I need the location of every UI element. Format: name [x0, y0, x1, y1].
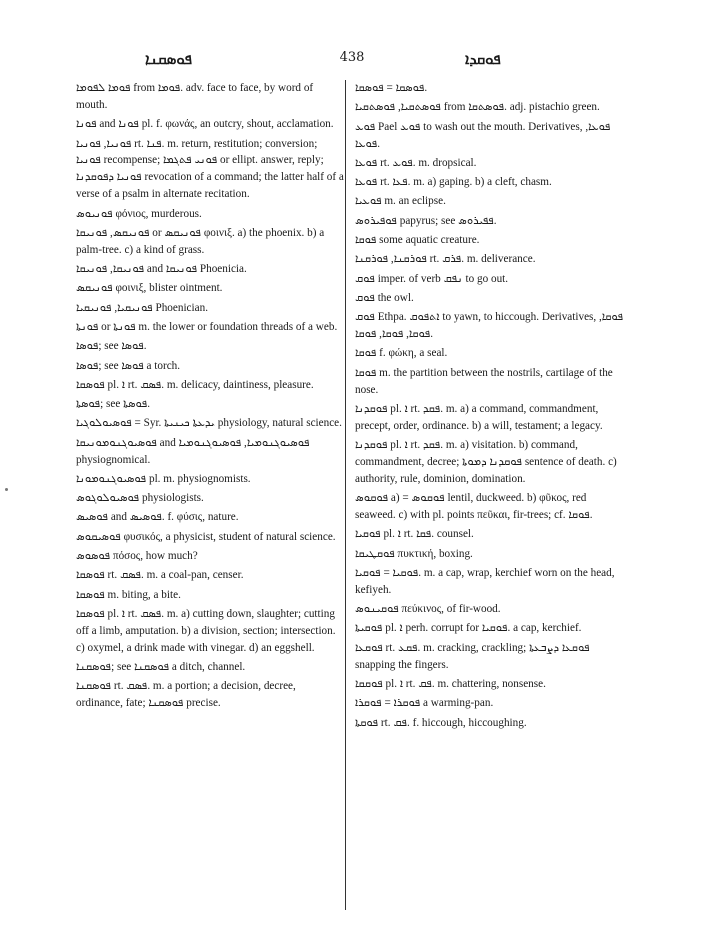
- dictionary-entry: ܦܘܩܐ m. the partition between the nostrils, cartilage of the nose.: [355, 366, 613, 396]
- dictionary-entry: ܦܘܣܝܣ and ܦܘܣܝܣ. f. φύσις, nature.: [76, 511, 239, 524]
- dictionary-entry: ܦܘܢܝܩܣ φοινιξ, blister ointment.: [76, 282, 223, 295]
- dictionary-entry: ܦܘܥܐ rt. ܦܥܐ. m. a) gaping. b) a cleft, chasm.: [355, 176, 552, 189]
- dictionary-entry: ܦܘܣܩܐ rt. ܦܣܩ. m. a coal-pan, censer.: [76, 569, 244, 582]
- dictionary-entry: ܦܘܣܩܐ pl. ܐ rt. ܦܣܩ. m. a) cutting down, slaughter; cutting off a limb, amputation. b) a division, section; intersection. c) oxymel, a drink made with vinegar. d) an eggshell.: [76, 607, 336, 654]
- dictionary-entry: ܦܘܣܝܘܓܢܘܡܘܢܝܩܐ and ܦܘܣܝܘܓܢܘܡܝܐ, ܦܘܣܝܘܓܢܘܡܝܐ physiognomical.: [76, 436, 310, 466]
- dictionary-entry: ܦܘܢܝܩܝܐ, ܦܘܢܝܩܝܐ Phoenician.: [76, 301, 208, 314]
- dictionary-entry: ܦܘܩܥܐ rt. ܦܩܥ. m. cracking, crackling; ܦܘܩܥܐ ܕܨܒܥܬܐ snapping the fingers.: [355, 641, 590, 671]
- dictionary-entry: ܦܘܩܬܐ rt. ܦܩ. f. hiccough, hiccoughing.: [355, 716, 527, 729]
- page-number: 438: [339, 50, 365, 65]
- dictionary-entry: ܦܘܩ imper. of verb ܢܦܩ to go out.: [355, 272, 509, 285]
- right-column: [355, 80, 627, 734]
- dictionary-entry: ܦܘܣܩܢܐ rt. ܦܣܩ. m. a portion; a decision, decree, ordinance, fate; ܦܘܣܩܢܐ precise.: [76, 680, 296, 710]
- left-running-head: ܦܘܣܩܢܐ: [145, 50, 192, 68]
- dictionary-entry: ܦܘܣܬܐ; see ܦܘܣܬܐ.: [76, 398, 151, 411]
- dictionary-entry: ܦܘܩܝܐ pl. ܐ rt. ܦܩܐ. counsel.: [355, 528, 474, 541]
- dictionary-entry: ܦܘܣܩܢܐ; see ܦܘܣܩܢܐ a ditch, channel.: [76, 661, 246, 674]
- page-header: [0, 50, 704, 70]
- dictionary-entry: ܦܘܢܝܘܣ φόνιος, murderous.: [76, 207, 202, 220]
- dictionary-entry: ܦܘܩܐ f. φώκη, a seal.: [355, 347, 448, 360]
- dictionary-entry: ܦܘܡܐ ܠܦܘܡܐ from ܦܘܡܐ. adv. face to face, by word of mouth.: [76, 82, 314, 111]
- dictionary-entry: ܦܘܩܩܐ pl. ܐ rt. ܦܩ. m. chattering, nonsense.: [355, 677, 546, 690]
- dictionary-entry: ܦܘܩ the owl.: [355, 291, 414, 304]
- dictionary-entry: ܦܘܢܬܐ or ܦܘܢܬܐ m. the lower or foundation threads of a web.: [76, 320, 338, 333]
- dictionary-entry: ܦܘܣܝܩܘܣ φυσικός, a physicist, student of natural science.: [76, 530, 336, 543]
- dictionary-entry: ܦܘܩܝܐ = ܦܘܩܝܐ. m. a cap, wrap, kerchief worn on the head, kefiyeh.: [355, 566, 615, 596]
- column-divider: [345, 80, 346, 910]
- dictionary-entry: ܦܘܩܪܐ = ܦܘܩܪܐ a warming-pan.: [355, 697, 494, 710]
- dictionary-entry: ܦܘܣܐ; see ܦܘܣܐ.: [76, 340, 147, 353]
- dictionary-entry: ܦܘܣܐ; see ܦܘܣܐ a torch.: [76, 359, 181, 372]
- dictionary-entry: ܦܘܩܝܢܘܣ πεύκινος, of fir-wood.: [355, 603, 501, 616]
- dictionary-entry: ܦܘܣܩܐ = ܦܘܣܩܐ.: [355, 82, 428, 94]
- dictionary-entry: ܦܘܢܝܩܣ, ܦܘܢܝܩܐ or ܦܘܢܝܩܣ φοινιξ. a) the phoenix. b) a palm-tree. c) a kind of grass.: [76, 226, 325, 256]
- dictionary-entry: ܦܘܣܩܐ m. biting, a bite.: [76, 588, 181, 601]
- dictionary-entry: ܦܘܣܝܘܠܘܓܘܣ physiologists.: [76, 492, 204, 505]
- dictionary-entry: ܦܘܣܝܘܓܢܘܡܘܢܐ pl. m. physiognomists.: [76, 472, 251, 485]
- dictionary-entry: ܦܘܥܐ rt. ܦܘܥ. m. dropsical.: [355, 156, 477, 169]
- dictionary-entry: ܦܘܣܘܣ πόσος, how much?: [76, 550, 198, 563]
- dictionary-entry: ܦܘܥ Pael ܦܘܥ to wash out the mouth. Derivatives, ܦܘܥܐ, ܦܘܥܐ.: [355, 120, 611, 150]
- dictionary-entry: ܦܘܦܝܪܘܣ papyrus; see ܦܦܝܪܘܣ.: [355, 214, 497, 227]
- dictionary-entry: ܦܘܩܝܬܐ pl. ܐ perh. corrupt for ܦܘܩܝܐ. a cap, kerchief.: [355, 622, 582, 635]
- dictionary-entry: ܦܘܢܝܩܐ, ܦܘܢܝܩܐ and ܦܘܢܝܩܐ Phoenicia.: [76, 263, 247, 276]
- dictionary-entry: ܦܘܣܬܩܝܐ, ܦܘܣܬܩܝܐ from ܦܘܣܬܩܐ. adj. pistachio green.: [355, 101, 600, 114]
- dictionary-entry: ܦܘܢܝܐ, ܦܘܢܝܐ rt. ܦܢܐ. m. return, restitution; conversion; ܦܘܢܝܐ recompense; ܦܘܢܝ ܦܬܓܡܐ or ellipt. answer, reply; ܦܘܢܝܐ ܕܦܘܩܕܢܐ revocation of a command; the latter half of a verse of a psalm in alternate recitation.: [76, 137, 344, 201]
- dictionary-entry: ܦܘܩܛܝܩܐ πυκτική, boxing.: [355, 547, 473, 560]
- dictionary-entry: ܦܘܩܕܢܐ pl. ܐ rt. ܦܩܕ. m. a) a command, commandment, precept, order, ordinance. b) a will, testament; a legacy.: [355, 402, 603, 432]
- dictionary-entry: ܦܘܢܐ and ܦܘܢܐ pl. f. φωνάς, an outcry, shout, acclamation.: [76, 118, 334, 131]
- dictionary-entry: ܦܘܩܘܣ a) = ܦܘܩܘܣ lentil, duckweed. b) φῦκος, red seaweed. c) with pl. points πεῦκαι, fir-trees; cf. ܦܘܩܐ.: [355, 492, 593, 522]
- dictionary-entry: ܦܘܩ Ethpa. ܐܬܦܘܩ to yawn, to hiccough. Derivatives, ܦܘܩܐ, ܦܘܩܐ, ܦܘܩܐ, ܦܘܩܐ.: [355, 311, 624, 341]
- dictionary-entry: ܦܘܣܝܘܠܘܓܝܐ = Syr. ܝܕܥܬܐ ܟܝܢܝܬܐ physiology, natural science.: [76, 417, 342, 430]
- left-column: [76, 80, 344, 715]
- scan-speck: [5, 488, 8, 491]
- dictionary-entry: ܦܘܥܝܐ m. an eclipse.: [355, 195, 446, 208]
- dictionary-entry: ܦܘܣܩܐ pl. ܐ rt. ܦܣܩ. m. delicacy, daintiness, pleasure.: [76, 378, 314, 391]
- dictionary-entry: ܦܘܩܕܢܐ pl. ܐ rt. ܦܩܕ. m. a) visitation. b) command, commandment, decree; ܦܘܩܕܢܐ ܕܡܘܬܐ sentence of death. c) authority, rule, dominion, domination.: [355, 439, 617, 485]
- dictionary-entry: ܦܘܪܩܢܐ, ܦܘܪܩܢܐ rt. ܦܪܩ. m. deliverance.: [355, 253, 536, 266]
- dictionary-entry: ܦܘܩܐ some aquatic creature.: [355, 233, 480, 246]
- right-running-head: ܦܘܩܕܐ: [465, 50, 501, 68]
